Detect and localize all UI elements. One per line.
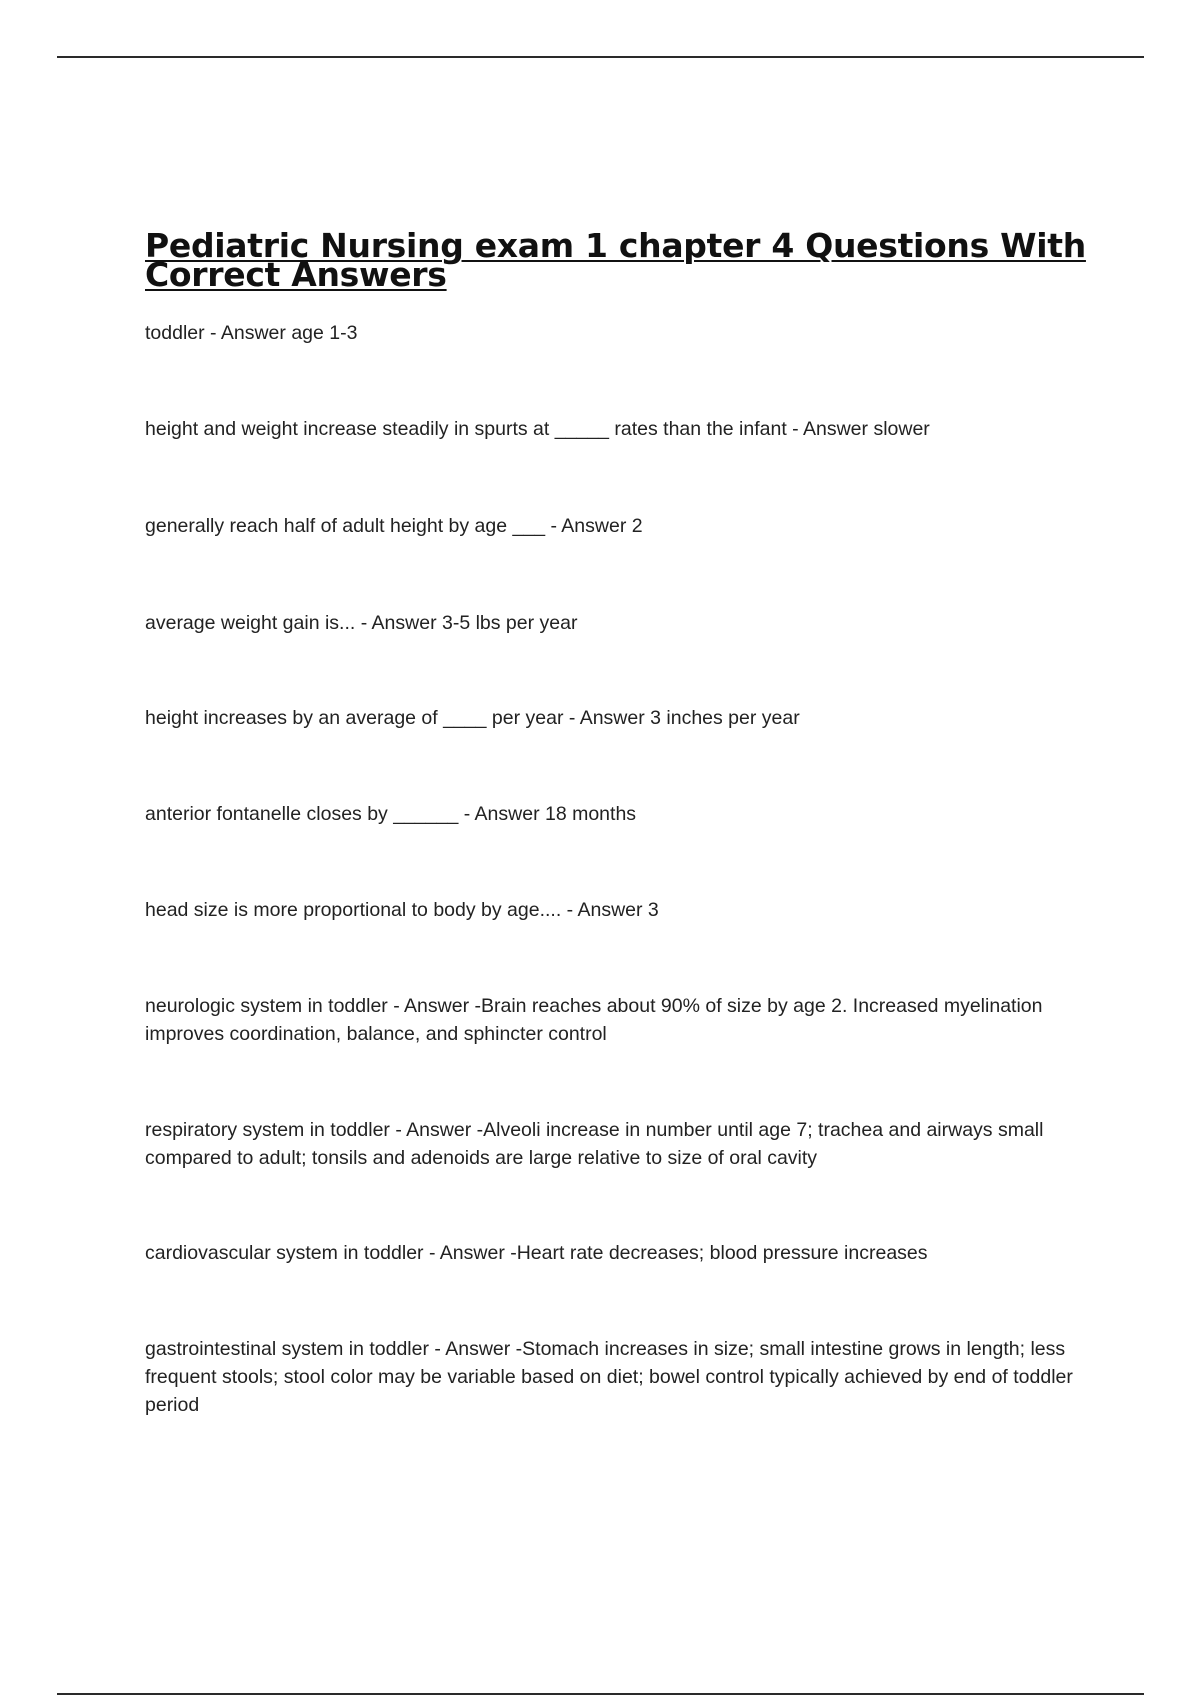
footer-rule xyxy=(57,1693,1144,1695)
document-title: Pediatric Nursing exam 1 chapter 4 Questions With Correct Answers xyxy=(145,226,1086,294)
header-rule xyxy=(57,56,1144,58)
qa-item: cardiovascular system in toddler - Answer -Heart rate decreases; blood pressure increases xyxy=(145,1242,928,1264)
qa-item: toddler - Answer age 1-3 xyxy=(145,322,358,344)
qa-item: gastrointestinal system in toddler - Answer -Stomach increases in size; small intestine grows in length; less frequent stools; stool color may be variable based on diet; bowel control typically achieved by end of toddler period xyxy=(145,1338,1073,1416)
qa-item: average weight gain is... - Answer 3-5 lbs per year xyxy=(145,612,578,634)
qa-item: head size is more proportional to body by age.... - Answer 3 xyxy=(145,899,659,921)
document-body xyxy=(145,226,1095,1419)
qa-item: respiratory system in toddler - Answer -Alveoli increase in number until age 7; trachea and airways small compared to adult; tonsils and adenoids are large relative to size of oral cavity xyxy=(145,1119,1044,1169)
qa-list xyxy=(145,319,1095,1419)
qa-item: anterior fontanelle closes by ______ - Answer 18 months xyxy=(145,803,637,825)
qa-item: generally reach half of adult height by age ___ - Answer 2 xyxy=(145,515,643,537)
qa-item: height increases by an average of ____ per year - Answer 3 inches per year xyxy=(145,707,800,729)
qa-item: height and weight increase steadily in spurts at _____ rates than the infant - Answer slower xyxy=(145,418,930,440)
qa-item: neurologic system in toddler - Answer -Brain reaches about 90% of size by age 2. Increased myelination improves coordination, balance, and sphincter control xyxy=(145,995,1043,1045)
